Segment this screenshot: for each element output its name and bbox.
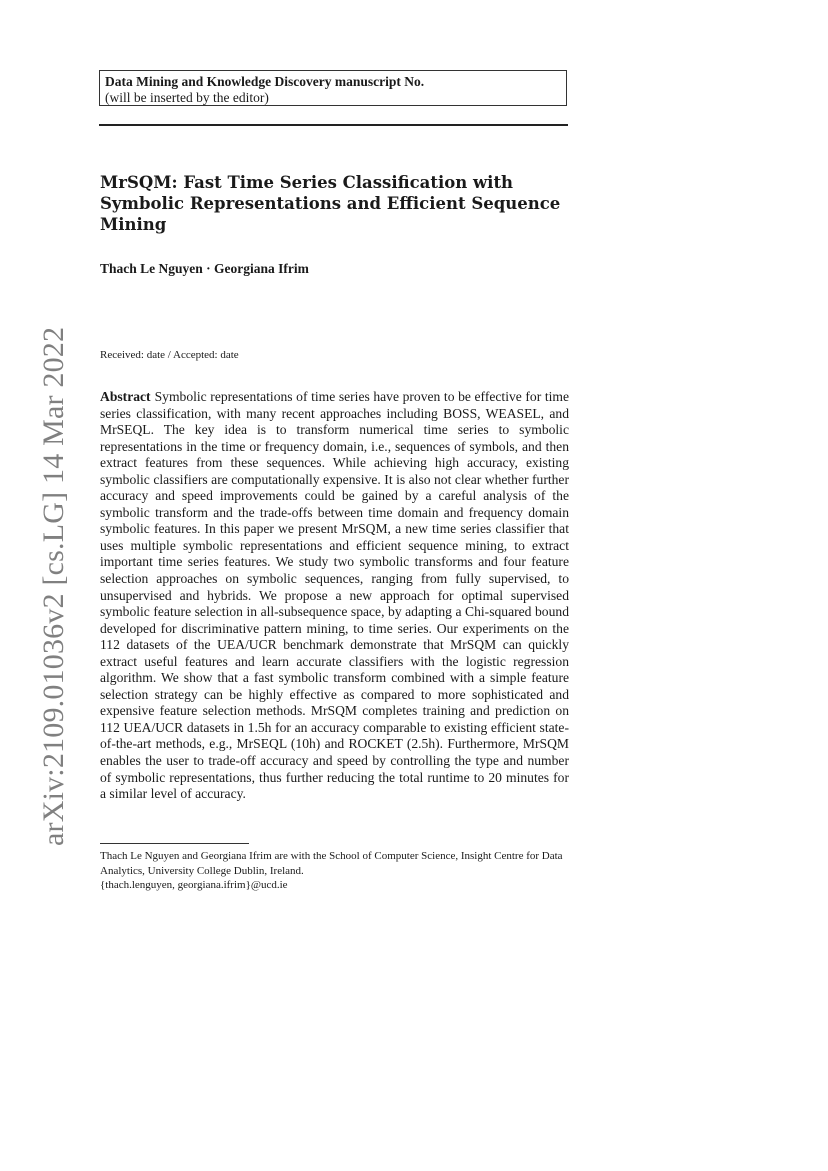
abstract-label: Abstract [100,389,151,404]
header-rule [99,124,568,126]
journal-name: Data Mining and Knowledge Discovery manuscript No. [105,74,425,89]
received-date: Received: date / Accepted: date [100,349,239,361]
editor-note: (will be inserted by the editor) [105,90,269,105]
footnote-affiliation: Thach Le Nguyen and Georgiana Ifrim are with the School of Computer Science, Insight Centre for Data Analytics, University College Dublin, Ireland. [100,850,563,877]
abstract [100,389,569,803]
paper-title: MrSQM: Fast Time Series Classification with Symbolic Representations and Efficient Sequence Mining [100,173,561,234]
footnote [100,849,569,893]
abstract-text: Symbolic representations of time series have proven to be effective for time series classification, with many recent approaches including BOSS, WEASEL, and MrSEQL. The key idea is to transform numerical time series to symbolic representations in the time or frequency domain, i.e., sequences of symbols, and then extract features from these sequences. While achieving high accuracy, existing symbolic classifiers are computationally expensive. It is also not clear whether further accuracy and speed improvements could be gained by a careful analysis of the symbolic transform and the trade-offs between time domain and frequency domain symbolic features. In this paper we present MrSQM, a new time series classifier that uses multiple symbolic representations and efficient sequence mining, to extract important time series features. We study two symbolic transforms and four feature selection approaches on symbolic sequences, ranging from fully supervised, to unsupervised and hybrids. We propose a new approach for optimal supervised symbolic feature selection in all-subsequence space, by adapting a Chi-squared bound developed for discriminative pattern mining, to time series. Our experiments on the 112 datasets of the UEA/UCR benchmark demonstrate that MrSQM can quickly extract useful features and learn accurate classifiers with the logistic regression algorithm. We show that a fast symbolic transform combined with a simple feature selection strategy can be highly effective as compared to more sophisticated and expensive feature selection methods. MrSQM completes training and prediction on 112 UEA/UCR datasets in 1.5h for an accuracy comparable to existing efficient state-of-the-art methods, e.g., MrSEQL (10h) and ROCKET (2.5h). Furthermore, MrSQM enables the user to trade-off accuracy and speed by controlling the type and number of symbolic representations, thus further reducing the total runtime to 20 minutes for a similar level of accuracy. [100,389,569,802]
arxiv-identifier: arXiv:2109.01036v2 [cs.LG] 14 Mar 2022 [37,326,70,846]
journal-header-box [99,70,567,106]
footnote-rule [100,843,249,844]
footnote-email: {thach.lenguyen, georgiana.ifrim}@ucd.ie [100,879,288,891]
authors: Thach Le Nguyen · Georgiana Ifrim [100,261,309,276]
